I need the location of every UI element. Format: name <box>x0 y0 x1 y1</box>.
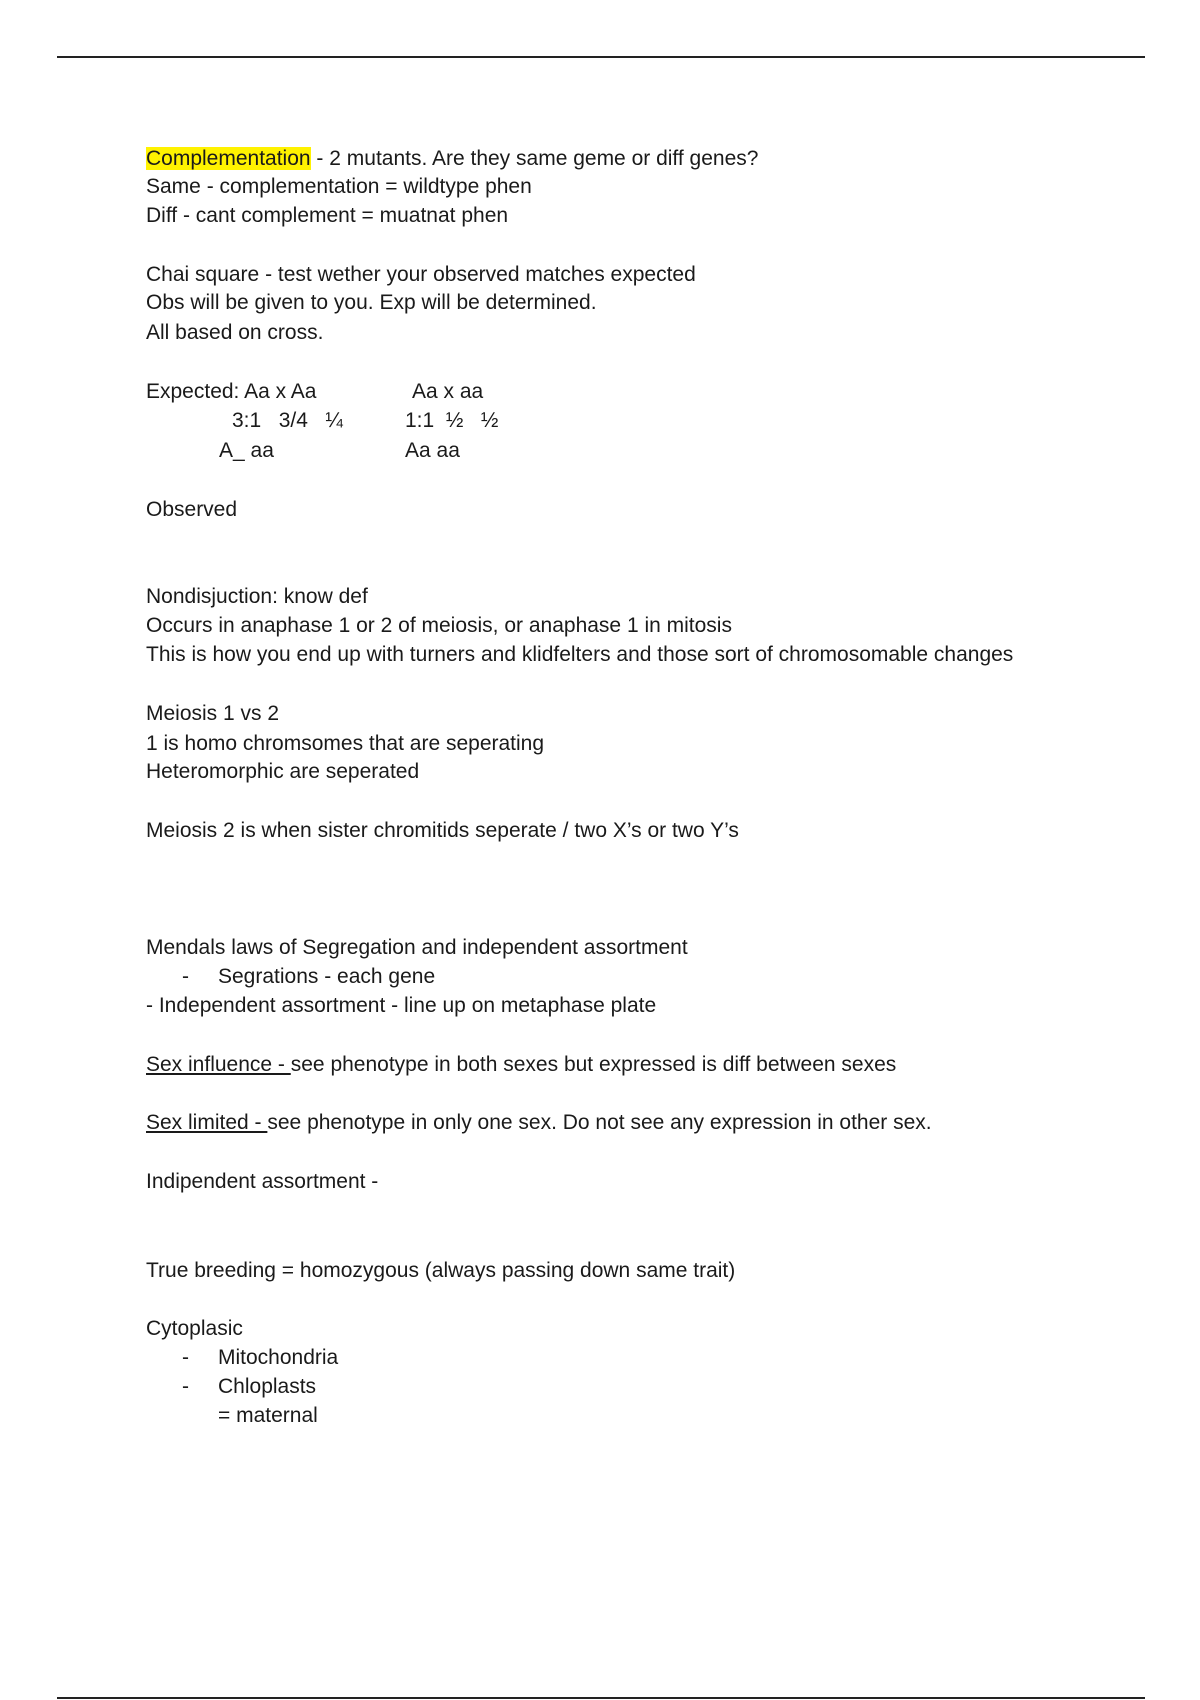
complementation-same: Same - complementation = wildtype phen <box>146 175 532 198</box>
cytoplasic-item-1: Mitochondria <box>218 1346 339 1369</box>
highlighted-term: Complementation <box>146 147 311 170</box>
complementation-line <box>146 146 758 172</box>
expected-geno-2: Aa aa <box>405 439 460 462</box>
complementation-diff: Diff - cant complement = muatnat phen <box>146 204 509 227</box>
sex-limited-term: Sex limited - <box>146 1111 268 1134</box>
sex-limited-line <box>146 1110 932 1136</box>
sex-influence-text: see phenotype in both sexes but expressed is diff between sexes <box>290 1053 897 1076</box>
complementation-text: - 2 mutants. Are they same geme or diff genes? <box>310 147 759 170</box>
meiosis-line-3: Heteromorphic are seperated <box>146 760 420 783</box>
expected-geno-1: A_ aa <box>219 439 274 462</box>
sex-influence-term: Sex influence - <box>146 1053 291 1076</box>
expected-ratio-1: 3:1 3/4 ¼ <box>232 409 343 432</box>
top-rule <box>57 56 1145 58</box>
independent-assortment-line: Indipendent assortment - <box>146 1170 379 1193</box>
meiosis-line-1: Meiosis 1 vs 2 <box>146 702 280 725</box>
chi-square-line-1: Chai square - test wether your observed matches expected <box>146 263 696 286</box>
observed-label: Observed <box>146 498 238 521</box>
true-breeding-line: True breeding = homozygous (always passing down same trait) <box>146 1259 736 1282</box>
chi-square-line-3: All based on cross. <box>146 321 324 344</box>
nondisjunction-line-3: This is how you end up with turners and klidfelters and those sort of chromosomable changes <box>146 643 1014 666</box>
expected-cross-2: Aa x aa <box>412 380 484 403</box>
mendel-bullet: - <box>182 965 189 988</box>
cytoplasic-item-2: Chloplasts <box>218 1375 317 1398</box>
mendel-title: Mendals laws of Segregation and independent assortment <box>146 936 688 959</box>
cytoplasic-bullet-1: - <box>182 1346 189 1369</box>
expected-ratio-2: 1:1 ½ ½ <box>405 409 499 432</box>
mendel-item-1: Segrations - each gene <box>218 965 436 988</box>
chi-square-line-2: Obs will be given to you. Exp will be determined. <box>146 291 597 314</box>
cytoplasic-title: Cytoplasic <box>146 1317 243 1340</box>
meiosis-line-2: 1 is homo chromsomes that are seperating <box>146 732 545 755</box>
sex-limited-text: see phenotype in only one sex. Do not see any expression in other sex. <box>267 1111 932 1134</box>
meiosis-line-4: Meiosis 2 is when sister chromitids seperate / two X’s or two Y’s <box>146 819 739 842</box>
cytoplasic-result: = maternal <box>218 1404 318 1427</box>
nondisjunction-line-2: Occurs in anaphase 1 or 2 of meiosis, or anaphase 1 in mitosis <box>146 614 732 637</box>
sex-influence-line <box>146 1052 896 1078</box>
bottom-rule <box>57 1697 1145 1699</box>
mendel-item-2: - Independent assortment - line up on metaphase plate <box>146 994 657 1017</box>
cytoplasic-bullet-2: - <box>182 1375 189 1398</box>
nondisjunction-line-1: Nondisjuction: know def <box>146 585 368 608</box>
expected-label: Expected: Aa x Aa <box>146 380 317 403</box>
